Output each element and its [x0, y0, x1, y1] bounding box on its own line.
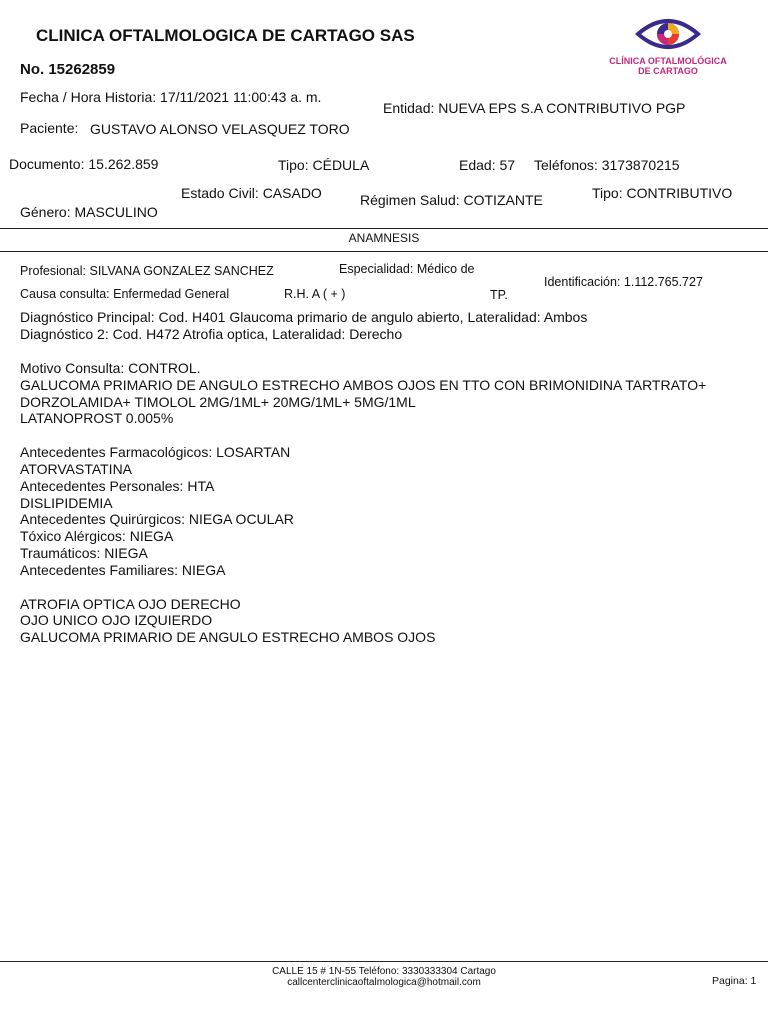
estado-civil: Estado Civil: CASADO — [181, 185, 322, 201]
footer-contact — [0, 966, 768, 988]
footer-email: callcenterclinicaoftalmologica@hotmail.com — [287, 977, 481, 988]
regimen-salud: Régimen Salud: COTIZANTE — [360, 192, 543, 208]
eye-logo-icon — [604, 14, 732, 54]
antecedente-line: Antecedentes Familiares: NIEGA — [20, 561, 226, 578]
genero: Género: MASCULINO — [20, 204, 158, 220]
causa-consulta: Causa consulta: Enfermedad General — [20, 287, 230, 301]
section-title: ANAMNESIS — [348, 231, 420, 245]
tipo-documento: Tipo: CÉDULA — [278, 157, 370, 173]
antecedente-line: DISLIPIDEMIA — [20, 494, 113, 511]
profesional: Profesional: SILVANA GONZALEZ SANCHEZ — [20, 264, 274, 278]
antecedente-line: Antecedentes Personales: HTA — [20, 477, 215, 494]
motivo-line: GALUCOMA PRIMARIO DE ANGULO ESTRECHO AMBOS OJOS EN TTO CON BRIMONIDINA TARTRATO+ — [20, 376, 707, 393]
antecedente-line: Antecedentes Quirúrgicos: NIEGA OCULAR — [20, 511, 294, 528]
entidad: Entidad: NUEVA EPS S.A CONTRIBUTIVO PGP — [383, 100, 686, 116]
clinic-name: CLINICA OFTALMOLOGICA DE CARTAGO SAS — [36, 26, 415, 45]
antecedente-line: Tóxico Alérgicos: NIEGA — [20, 528, 174, 545]
motivo-line: Motivo Consulta: CONTROL. — [20, 360, 201, 376]
anamnesis-body — [20, 360, 760, 646]
logo-text-line1: CLÍNICA OFTALMOLÓGICA — [609, 56, 727, 66]
identificacion: Identificación: 1.112.765.727 — [544, 275, 703, 289]
tipo-regimen: Tipo: CONTRIBUTIVO — [592, 185, 733, 201]
record-number: No. 15262859 — [20, 61, 116, 78]
page-number: Pagina: 1 — [712, 975, 757, 987]
antecedente-line: ATORVASTATINA — [20, 460, 133, 477]
paciente-label: Paciente: — [20, 120, 79, 136]
clinic-logo — [604, 14, 732, 80]
especialidad: Especialidad: Médico de — [339, 262, 475, 276]
edad: Edad: 57 — [459, 157, 516, 173]
divider-bottom — [0, 251, 768, 252]
nota-line: ATROFIA OPTICA OJO DERECHO — [20, 595, 241, 612]
fecha-hora: Fecha / Hora Historia: 17/11/2021 11:00:43 a. m. — [20, 89, 322, 105]
motivo-line: DORZOLAMIDA+ TIMOLOL 2MG/1ML+ 20MG/1ML+ 5MG/1ML — [20, 393, 416, 410]
rh: R.H. A ( + ) — [284, 287, 346, 301]
telefonos: Teléfonos: 3173870215 — [534, 157, 680, 173]
nota-line: GALUCOMA PRIMARIO DE ANGULO ESTRECHO AMBOS OJOS — [20, 629, 436, 646]
paciente-name: GUSTAVO ALONSO VELASQUEZ TORO — [90, 121, 350, 137]
divider-top — [0, 228, 768, 229]
logo-text-line2: DE CARTAGO — [638, 66, 698, 76]
motivo-line: LATANOPROST 0.005% — [20, 410, 174, 427]
footer-divider — [0, 961, 768, 962]
diagnostico-2: Diagnóstico 2: Cod. H472 Atrofia optica, Lateralidad: Derecho — [20, 326, 403, 342]
antecedente-line: Traumáticos: NIEGA — [20, 544, 148, 561]
antecedente-line: Antecedentes Farmacológicos: LOSARTAN — [20, 444, 291, 461]
nota-line: OJO UNICO OJO IZQUIERDO — [20, 612, 213, 629]
footer-address: CALLE 15 # 1N-55 Teléfono: 3330333304 Cartago — [272, 966, 496, 977]
diagnostico-principal: Diagnóstico Principal: Cod. H401 Glaucoma primario de angulo abierto, Lateralidad: Ambos — [20, 309, 588, 325]
tp: TP. — [490, 288, 508, 302]
documento: Documento: 15.262.859 — [9, 156, 159, 172]
